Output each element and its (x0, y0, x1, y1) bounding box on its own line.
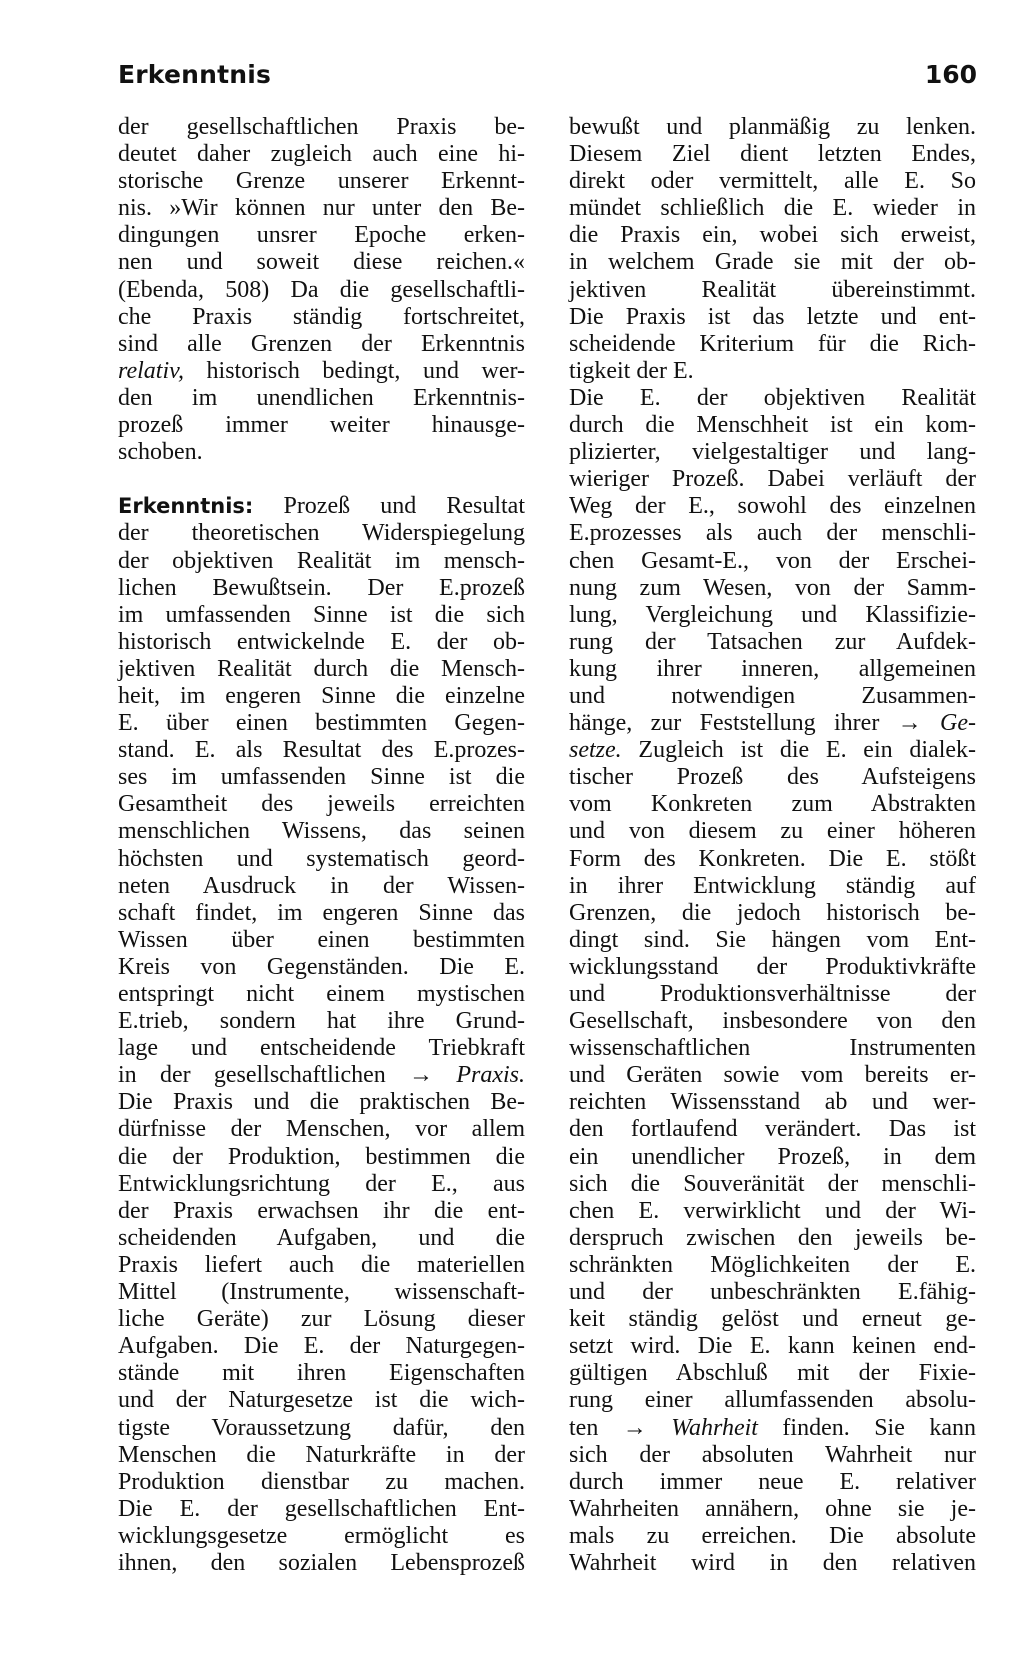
text-line: ein unendlicher Prozeß, in dem (569, 1143, 976, 1170)
text-line: und Produktionsverhältnisse der (569, 981, 976, 1007)
left-column (118, 114, 525, 1577)
text-line: höchsten und systematisch geord- (118, 845, 525, 872)
emphasis-relativ: relativ, (118, 357, 184, 384)
text-line: der objektiven Realität im mensch- (118, 547, 525, 574)
text-run: finden. Sie kann (782, 1414, 976, 1441)
text-line: scheidenden Aufgaben, und die (118, 1224, 525, 1251)
text-line: chen Gesamt-E., von der Erschei- (569, 547, 976, 574)
page-number: 160 (924, 60, 977, 89)
text-line: die der Produktion, bestimmen die (118, 1143, 525, 1170)
text-line: Die E. der gesellschaftlichen Ent- (118, 1495, 525, 1522)
text-line: die Praxis ein, wobei sich erweist, (569, 222, 976, 249)
text-run: hänge, zur Feststellung ihrer → (569, 710, 922, 737)
text-line: den fortlaufend verändert. Das ist (569, 1116, 976, 1143)
text-run: in der gesellschaftlichen → (118, 1062, 434, 1089)
text-line: vom Konkreten zum Abstrakten (569, 791, 976, 818)
text-line: stand. E. als Resultat des E.prozes- (118, 737, 525, 764)
text-line: E.trieb, sondern hat ihre Grund- (118, 1008, 525, 1035)
text-line: der theoretischen Widerspiegelung (118, 520, 525, 547)
text-line: chen E. verwirklicht und der Wi- (569, 1197, 976, 1224)
text-line: Mittel (Instrumente, wissenschaft- (118, 1279, 525, 1306)
text-line: und der Naturgesetze ist die wich- (118, 1387, 525, 1414)
text-line: lichen Bewußtsein. Der E.prozeß (118, 574, 525, 601)
text-line: Wissen über einen bestimmten (118, 926, 525, 953)
text-line: sind alle Grenzen der Erkenntnis (118, 330, 525, 357)
text-line: und Geräten sowie vom bereits er- (569, 1062, 976, 1089)
text-line: und von diesem zu einer höheren (569, 818, 976, 845)
text-line: neten Ausdruck in der Wissen- (118, 872, 525, 899)
text-line: Gesellschaft, insbesondere von den (569, 1008, 976, 1035)
text-line: und notwendigen Zusammen- (569, 682, 976, 709)
text-line: Praxis liefert auch die materiellen (118, 1251, 525, 1278)
text-line: entspringt nicht einem mystischen (118, 981, 525, 1007)
text-line: gültigen Abschluß mit der Fixie- (569, 1360, 976, 1387)
text-line: nen und soweit diese reichen.« (118, 249, 525, 276)
text-run: ten → (569, 1414, 647, 1441)
text-line: dingt sind. Sie hängen vom Ent- (569, 926, 976, 953)
text-line: im umfassenden Sinne ist die sich (118, 601, 525, 628)
text-line: menschlichen Wissens, das seinen (118, 818, 525, 845)
right-column (569, 114, 976, 1577)
text-line: bewußt und planmäßig zu lenken. (569, 114, 976, 140)
text-line: scheidende Kriterium für die Rich- (569, 330, 976, 357)
text-line: Die E. der objektiven Realität (569, 384, 976, 411)
text-line (569, 1415, 976, 1442)
text-line: der Praxis erwachsen ihr die ent- (118, 1197, 525, 1224)
text-line: schoben. (118, 439, 203, 466)
text-line: wicklungsstand der Produktivkräfte (569, 953, 976, 980)
text-line: prozeß immer weiter hinausge- (118, 412, 525, 439)
text-line (118, 358, 525, 385)
text-line: direkt oder vermittelt, alle E. So (569, 168, 976, 195)
text-line: in welchem Grade sie mit der ob- (569, 249, 976, 276)
text-line: Menschen die Naturkräfte in der (118, 1441, 525, 1468)
text-line: storische Grenze unserer Erkennt- (118, 168, 525, 195)
text-line (569, 710, 976, 737)
cross-reference-wahrheit[interactable]: Wahrheit (671, 1414, 758, 1441)
text-line: derspruch zwischen den jeweils be- (569, 1224, 976, 1251)
text-line: Form des Konkreten. Die E. stößt (569, 845, 976, 872)
text-line: (Ebenda, 508) Da die gesellschaftli- (118, 276, 525, 303)
text-line: der gesellschaftlichen Praxis be- (118, 114, 525, 140)
text-line: lung, Vergleichung und Klassifizie- (569, 601, 976, 628)
text-line: den im unendlichen Erkenntnis- (118, 384, 525, 411)
text-line: stände mit ihren Eigenschaften (118, 1360, 525, 1387)
text-line: Wahrheiten annähern, ohne sie je- (569, 1495, 976, 1522)
text-run: Zugleich ist die E. ein dialek- (638, 737, 977, 764)
text-line: Die Praxis und die praktischen Be- (118, 1089, 525, 1116)
text-line: und der unbeschränkten E.fähig- (569, 1279, 976, 1306)
text-line: E.prozesses als auch der menschli- (569, 520, 976, 547)
text-line: Die Praxis ist das letzte und ent- (569, 303, 976, 330)
text-line: E. über einen bestimmten Gegen- (118, 710, 525, 737)
text-line: tigste Voraussetzung dafür, den (118, 1414, 525, 1441)
text-line: Produktion dienstbar zu machen. (118, 1468, 525, 1495)
text-line: wicklungsgesetze ermöglicht es (118, 1522, 525, 1549)
text-line (569, 737, 976, 764)
text-line: dürfnisse der Menschen, vor allem (118, 1116, 525, 1143)
text-line: sich die Souveränität der menschli- (569, 1170, 976, 1197)
text-line: durch die Menschheit ist ein kom- (569, 412, 976, 439)
text-line: rung einer allumfassenden absolu- (569, 1387, 976, 1414)
text-line: sich der absoluten Wahrheit nur (569, 1441, 976, 1468)
cross-reference-gesetze[interactable]: setze. (569, 737, 622, 764)
text-line: durch immer neue E. relativer (569, 1468, 976, 1495)
cross-reference-praxis[interactable]: Praxis. (456, 1062, 525, 1089)
text-line: tischer Prozeß des Aufsteigens (569, 764, 976, 791)
text-line: che Praxis ständig fortschreitet, (118, 303, 525, 330)
text-line: jektiven Realität übereinstimmt. (569, 276, 976, 303)
running-head-title: Erkenntnis (118, 60, 272, 89)
text-line: jektiven Realität durch die Mensch- (118, 655, 525, 682)
text-line: historisch entwickelnde E. der ob- (118, 628, 525, 655)
text-line: wieriger Prozeß. Dabei verläuft der (569, 466, 976, 493)
text-line: ihnen, den sozialen Lebensprozeß (118, 1549, 525, 1576)
text-line: Gesamtheit des jeweils erreichten (118, 791, 525, 818)
text-line: lage und entscheidende Triebkraft (118, 1035, 525, 1062)
text-line: Grenzen, die jedoch historisch be- (569, 899, 976, 926)
text-line: tigkeit der E. (569, 357, 694, 384)
text-line: setzt wird. Die E. kann keinen end- (569, 1333, 976, 1360)
text-line: reichten Wissensstand ab und wer- (569, 1089, 976, 1116)
text-line: deutet daher zugleich auch eine hi- (118, 141, 525, 168)
text-line: liche Geräte) zur Lösung dieser (118, 1306, 525, 1333)
text-line: Kreis von Gegenständen. Die E. (118, 953, 525, 980)
text-line: rung der Tatsachen zur Aufdek- (569, 628, 976, 655)
text-line: Aufgaben. Die E. der Naturgegen- (118, 1333, 525, 1360)
text-run: historisch bedingt, und wer- (206, 357, 526, 384)
text-line: Weg der E., sowohl des einzelnen (569, 493, 976, 520)
text-line: Diesem Ziel dient letzten Endes, (569, 141, 976, 168)
text-line: nung zum Wesen, von der Samm- (569, 574, 976, 601)
text-line: keit ständig gelöst und erneut ge- (569, 1306, 976, 1333)
entry-heading-line (118, 493, 525, 520)
text-line: mals zu erreichen. Die absolute (569, 1522, 976, 1549)
entry-keyword: Erkenntnis: (118, 494, 254, 519)
text-line: dingungen unsrer Epoche erken- (118, 222, 525, 249)
text-run: Prozeß und Resultat (283, 493, 525, 520)
text-line: Entwicklungsrichtung der E., aus (118, 1170, 525, 1197)
text-line: in ihrer Entwicklung ständig auf (569, 872, 976, 899)
text-line: schaft findet, im engeren Sinne das (118, 899, 525, 926)
text-line: mündet schließlich die E. wieder in (569, 195, 976, 222)
text-line: plizierter, vielgestaltiger und lang- (569, 439, 976, 466)
text-line: ses im umfassenden Sinne ist die (118, 764, 525, 791)
text-line: Wahrheit wird in den relativen (569, 1549, 976, 1576)
text-line: schränkten Möglichkeiten der E. (569, 1251, 976, 1278)
text-line: nis. »Wir können nur unter den Be- (118, 195, 525, 222)
text-line (118, 1062, 525, 1089)
cross-reference-gesetze[interactable]: Ge- (940, 710, 977, 737)
paragraph-gap (118, 466, 525, 493)
text-line: heit, im engeren Sinne die einzelne (118, 682, 525, 709)
text-line: kung ihrer inneren, allgemeinen (569, 655, 976, 682)
text-line: wissenschaftlichen Instrumenten (569, 1035, 976, 1062)
